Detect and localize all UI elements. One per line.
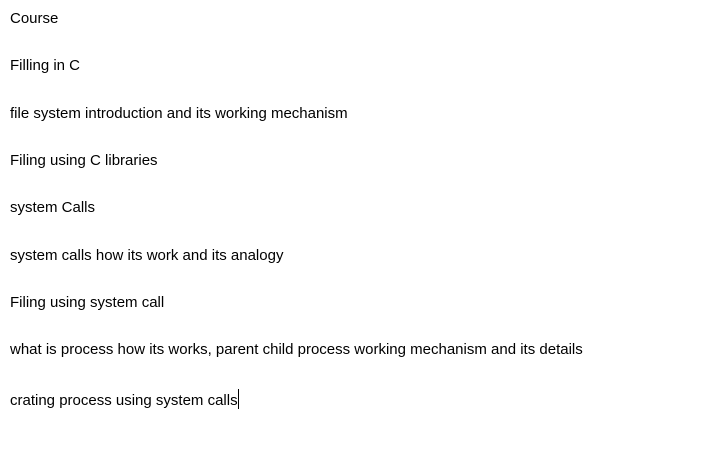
text-cursor bbox=[238, 389, 239, 409]
document-line-filing-c-libraries: Filing using C libraries bbox=[10, 152, 158, 169]
document-line-course: Course bbox=[10, 10, 59, 27]
document-line-file-system-intro: file system introduction and its working mechanism bbox=[10, 105, 348, 122]
document-line-system-calls: system Calls bbox=[10, 199, 96, 216]
document-line-system-calls-analogy: system calls how its work and its analogy bbox=[10, 247, 284, 264]
document-body[interactable] bbox=[10, 0, 719, 467]
document-line-process-mechanism: what is process how its works, parent child process working mechanism and its details bbox=[10, 341, 583, 358]
document-line-filing-system-call: Filing using system call bbox=[10, 294, 165, 311]
document-line-crating-process[interactable] bbox=[10, 389, 239, 407]
document-line-crating-process-text: crating process using system calls bbox=[10, 392, 238, 409]
document-line-filling-in-c: Filling in C bbox=[10, 57, 81, 74]
